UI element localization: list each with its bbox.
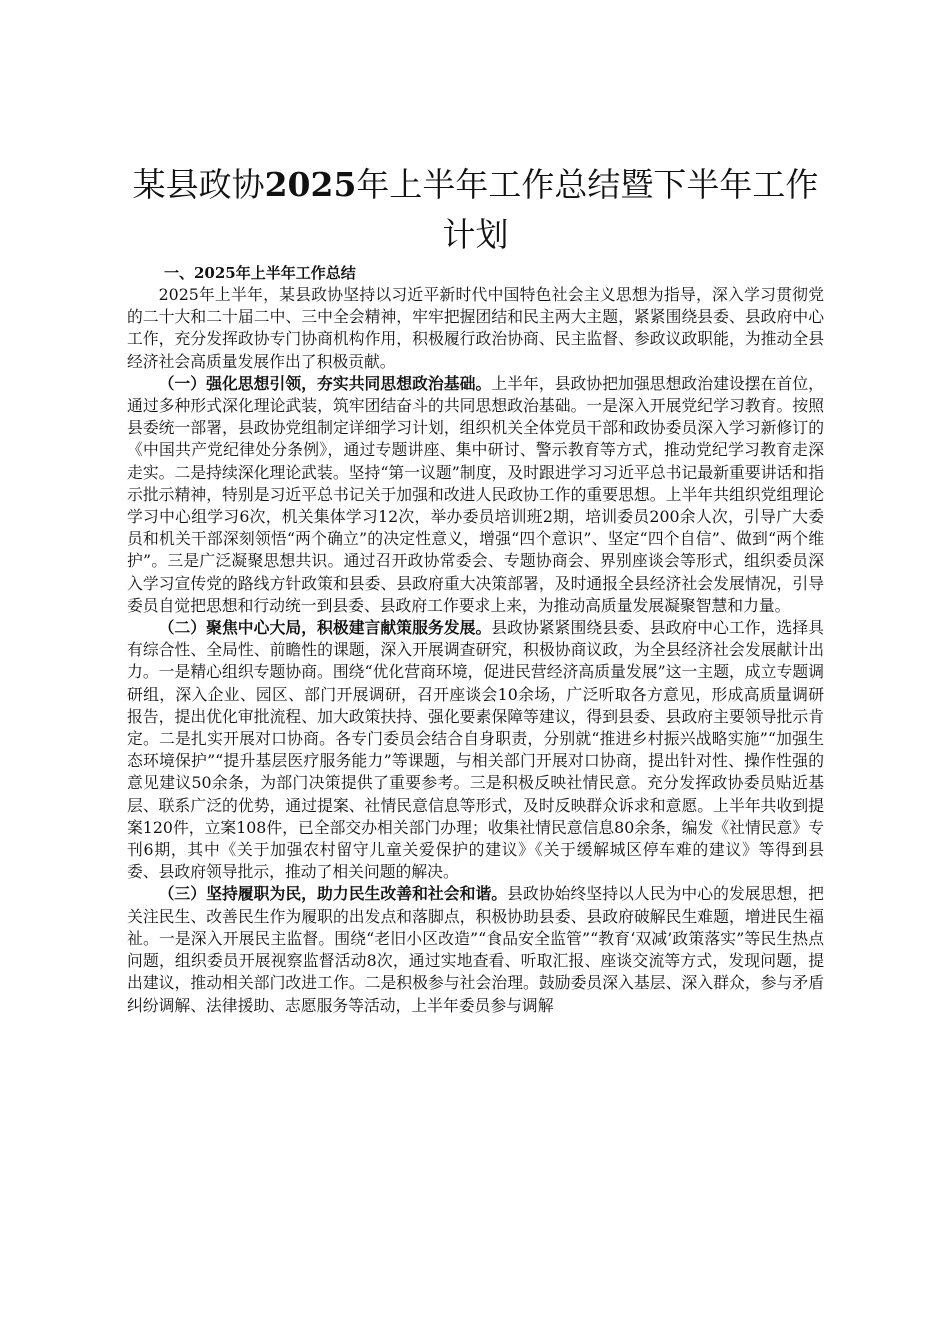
paragraph-1-lead: （一）强化思想引领，夯实共同思想政治基础。 bbox=[158, 373, 492, 393]
paragraph-3-body: 县政协始终坚持以人民为中心的发展思想，把关注民生、改善民生作为履职的出发点和落脚点，积极协助县委、县政府破解民生难题，增进民生福祉。一是深入开展民主监督。围绕“老旧小区改造”“食品安全监管”“教育‘双减’政策落实”等民生热点问题，组织委员开展视察监督活动8次，通过实地查看、听取汇报、座谈交流等方式，发现问题，提出建议，推动相关部门改进工作。二是积极参与社会治理。鼓励委员深入基层、深入群众，参与矛盾纠纷调解、法律援助、志愿服务等活动，上半年委员参与调解 bbox=[127, 884, 824, 1015]
paragraph-2-body: 县政协紧紧围绕县委、县政府中心工作，选择具有综合性、全局性、前瞻性的课题，深入开展调查研究，积极协商议政，为全县经济社会发展献计出力。一是精心组织专题协商。围绕“优化营商环境，促进民营经济高质量发展”这一主题，成立专题调研组，深入企业、园区、部门开展调研，召开座谈会10余场，广泛听取各方意见，形成高质量调研报告，提出优化审批流程、加大政策扶持、强化要素保障等建议，得到县委、县政府主要领导批示肯定。二是扎实开展对口协商。各专门委员会结合自身职责，分别就“推进乡村振兴战略实施”“加强生态环境保护”“提升基层医疗服务能力”等课题，与相关部门开展对口协商，提出针对性、操作性强的意见建议50余条，为部门决策提供了重要参考。三是积极反映社情民意。充分发挥政协委员贴近基层、联系广泛的优势，通过提案、社情民意信息等形式，及时反映群众诉求和意愿。上半年共收到提案120件，立案108件，已全部交办相关部门办理；收集社情民意信息80余条，编发《社情民意》专刊6期，其中《关于加强农村留守儿童关爱保护的建议》《关于缓解城区停车难的建议》等得到县委、县政府领导批示，推动了相关问题的解决。 bbox=[127, 618, 824, 882]
title-prefix: 某县政协 bbox=[132, 165, 265, 204]
section-heading-1: 一、2025年上半年工作总结 bbox=[164, 264, 356, 282]
paragraph-2-lead: （二）聚焦中心大局，积极建言献策服务发展。 bbox=[158, 618, 492, 638]
paragraph-1 bbox=[127, 373, 824, 617]
paragraph-3 bbox=[127, 883, 824, 1016]
paragraph-3-lead: （三）坚持履职为民，助力民生改善和社会和谐。 bbox=[158, 884, 508, 904]
title-year: 2025 bbox=[264, 165, 357, 204]
title-suffix: 年上半年工作总结暨下半年工作计划 bbox=[356, 165, 819, 254]
paragraph-2 bbox=[127, 617, 824, 883]
paragraph-1-body: 上半年，县政协把加强思想政治建设摆在首位，通过多种形式深化理论武装，筑牢团结奋斗的共同思想政治基础。一是深入开展党纪学习教育。按照县委统一部署，县政协党组制定详细学习计划，组织机关全体党员干部和政协委员深入学习新修订的《中国共产党纪律处分条例》，通过专题讲座、集中研讨、警示教育等方式，推动党纪学习教育走深走实。二是持续深化理论武装。坚持“第一议题”制度，及时跟进学习习近平总书记最新重要讲话和指示批示精神，特别是习近平总书记关于加强和改进人民政协工作的重要思想。上半年共组织党组理论学习中心组学习6次，机关集体学习12次，举办委员培训班2期，培训委员200余人次，引导广大委员和机关干部深刻领悟“两个确立”的决定性意义，增强“四个意识”、坚定“四个自信”、做到“两个维护”。三是广泛凝聚思想共识。通过召开政协常委会、专题协商会、界别座谈会等形式，组织委员深入学习宣传党的路线方针政策和县委、县政府重大决策部署，及时通报全县经济社会发展情况，引导委员自觉把思想和行动统一到县委、县政府工作要求上来，为推动高质量发展凝聚智慧和力量。 bbox=[127, 373, 824, 615]
intro-paragraph: 2025年上半年，某县政协坚持以习近平新时代中国特色社会主义思想为指导，深入学习贯彻党的二十大和二十届二中、三中全会精神，牢牢把握团结和民主两大主题，紧紧围绕县委、县政府中心工作，充分发挥政协专门协商机构作用，积极履行政治协商、民主监督、参政议政职能，为推动全县经济社会高质量发展作出了积极贡献。 bbox=[127, 285, 824, 371]
document-page bbox=[127, 160, 824, 1017]
document-title bbox=[127, 160, 824, 260]
